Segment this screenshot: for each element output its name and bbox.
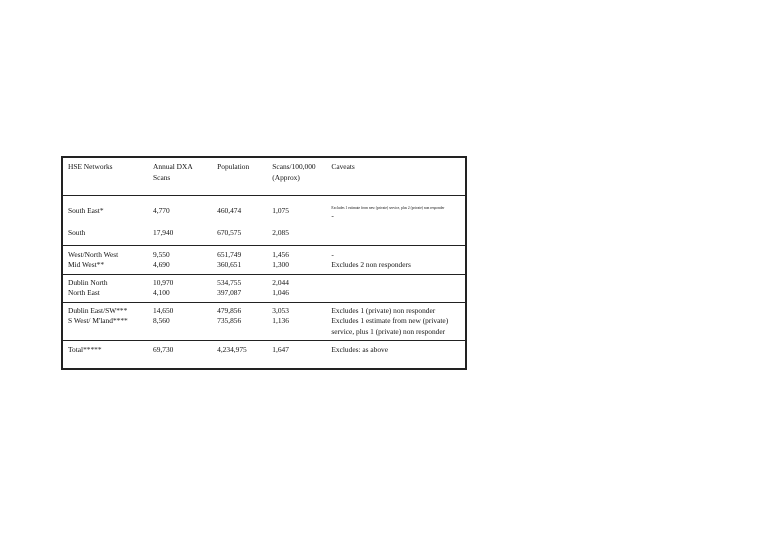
cell-population xyxy=(212,225,267,246)
cell-annual-scans xyxy=(148,302,212,341)
cell-network-line: South xyxy=(68,227,86,237)
cell-annual-scans xyxy=(148,245,212,274)
cell-population xyxy=(212,302,267,341)
cell-annual-scans-line: 4,100 xyxy=(153,288,170,297)
table-row xyxy=(62,225,466,246)
cell-population-line: 460,474 xyxy=(217,206,242,215)
cell-annual-scans xyxy=(148,274,212,302)
cell-scans-per-100000-line: 1,300 xyxy=(272,260,289,269)
cell-network-line: Total***** xyxy=(68,345,102,354)
header-scans-per-100000: Scans/100,000 (Approx) xyxy=(267,157,326,196)
cell-scans-per-100000 xyxy=(267,302,326,341)
cell-population xyxy=(212,341,267,370)
cell-annual-scans-line: 10,970 xyxy=(153,277,174,287)
cell-population-line: 735,856 xyxy=(217,316,242,325)
cell-annual-scans-line: 14,650 xyxy=(153,305,174,315)
cell-network-line: Mid West** xyxy=(68,260,105,269)
header-population: Population xyxy=(212,157,267,196)
cell-population xyxy=(212,274,267,302)
cell-network xyxy=(62,245,148,274)
header-hse-networks: HSE Networks xyxy=(62,157,148,196)
cell-network xyxy=(62,274,148,302)
cell-scans-per-100000 xyxy=(267,196,326,225)
cell-network-line: North East xyxy=(68,288,100,297)
cell-scans-per-100000-line: 1,046 xyxy=(272,288,289,297)
cell-caveats-line: Excludes 2 non responders xyxy=(331,260,411,269)
cell-scans-per-100000-line: 3,053 xyxy=(272,305,289,315)
cell-network-line: Dublin East/SW*** xyxy=(68,305,128,315)
cell-scans-per-100000 xyxy=(267,341,326,370)
cell-annual-scans xyxy=(148,196,212,225)
cell-caveats-line: - xyxy=(331,211,334,220)
cell-population-line: 534,755 xyxy=(217,277,242,287)
cell-annual-scans-line: 8,560 xyxy=(153,316,170,325)
cell-scans-per-100000-line: 1,456 xyxy=(272,249,289,259)
cell-caveats xyxy=(326,274,466,302)
cell-annual-scans xyxy=(148,225,212,246)
table-row xyxy=(62,302,466,341)
table-row xyxy=(62,196,466,225)
cell-caveats xyxy=(326,341,466,370)
cell-population-line: 670,575 xyxy=(217,227,242,237)
cell-population-line: 651,749 xyxy=(217,249,242,259)
cell-caveats-line: Excludes 1 (private) non responder xyxy=(331,305,436,315)
dxa-scans-table xyxy=(61,156,467,370)
cell-caveats xyxy=(326,245,466,274)
cell-annual-scans-line: 4,770 xyxy=(153,206,170,215)
cell-scans-per-100000-line: 2,044 xyxy=(272,277,289,287)
cell-caveats-line: - xyxy=(331,249,334,259)
cell-network xyxy=(62,341,148,370)
cell-scans-per-100000-line: 1,647 xyxy=(272,345,289,354)
cell-network-line: S West/ M'land**** xyxy=(68,316,128,325)
cell-population-line: 479,856 xyxy=(217,305,242,315)
table-row xyxy=(62,341,466,370)
cell-caveats xyxy=(326,196,466,225)
cell-annual-scans-line: 4,690 xyxy=(153,260,170,269)
cell-scans-per-100000-line: 2,085 xyxy=(272,227,289,237)
cell-population xyxy=(212,196,267,225)
cell-network-line: South East* xyxy=(68,206,104,215)
cell-population xyxy=(212,245,267,274)
cell-caveats xyxy=(326,302,466,341)
cell-caveats xyxy=(326,225,466,246)
cell-network xyxy=(62,225,148,246)
cell-annual-scans-line: 17,940 xyxy=(153,227,174,237)
cell-network xyxy=(62,196,148,225)
header-caveats: Caveats xyxy=(326,157,466,196)
cell-population-line: 397,087 xyxy=(217,288,242,297)
cell-network-line: West/North West xyxy=(68,249,119,259)
cell-network-line: Dublin North xyxy=(68,277,108,287)
cell-caveats-line: Excludes 1 estimate from new (private) service, plus 2 (private) non responder xyxy=(331,206,445,210)
cell-annual-scans-line: 9,550 xyxy=(153,249,170,259)
cell-population-line: 4,234,975 xyxy=(217,345,247,354)
cell-scans-per-100000-line: 1,075 xyxy=(272,206,289,215)
table-row xyxy=(62,274,466,302)
cell-network xyxy=(62,302,148,341)
cell-scans-per-100000 xyxy=(267,274,326,302)
header-annual-dxa-scans: Annual DXA Scans xyxy=(148,157,212,196)
cell-scans-per-100000 xyxy=(267,225,326,246)
table-row xyxy=(62,245,466,274)
cell-caveats-line: Excludes 1 estimate from new (private) service, plus 1 (private) non responder xyxy=(331,316,449,336)
cell-population-line: 360,651 xyxy=(217,260,242,269)
cell-caveats-line: Excludes: as above xyxy=(331,345,389,354)
cell-scans-per-100000-line: 1,136 xyxy=(272,316,289,325)
table-header-row xyxy=(62,157,466,196)
cell-annual-scans-line: 69,730 xyxy=(153,345,174,354)
cell-scans-per-100000 xyxy=(267,245,326,274)
cell-annual-scans xyxy=(148,341,212,370)
